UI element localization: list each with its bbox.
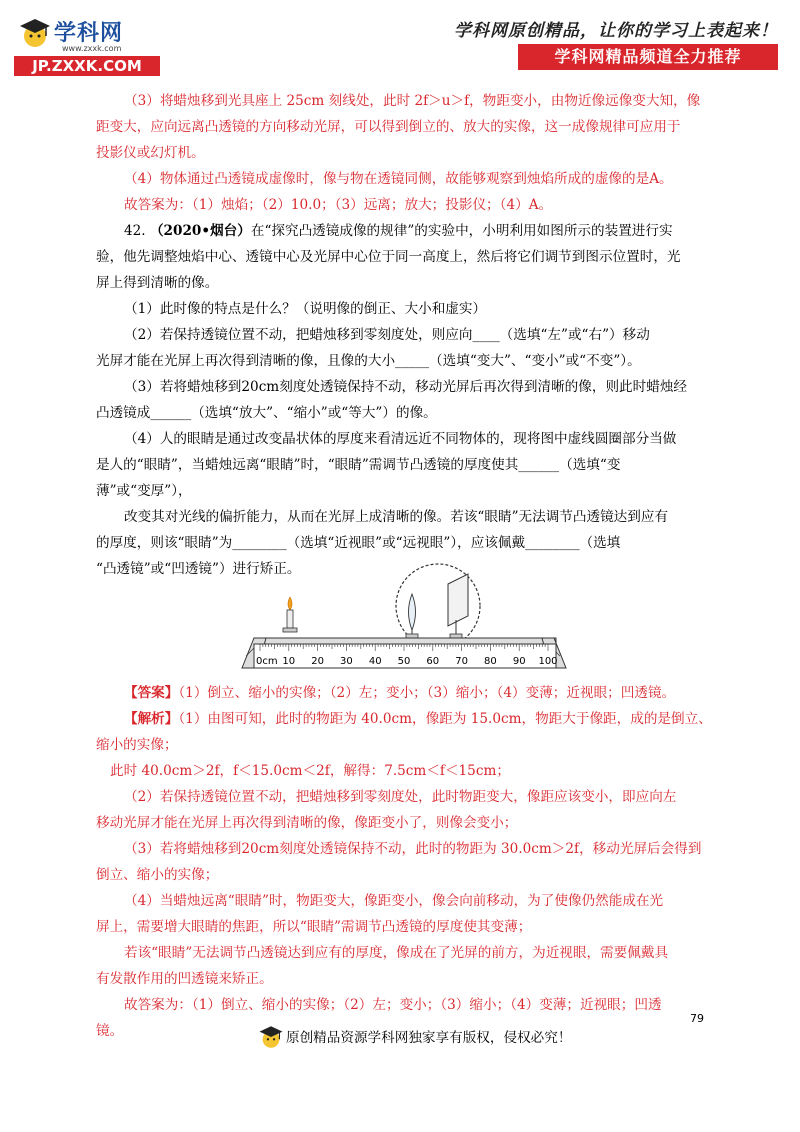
- ruler-label: 50: [397, 656, 411, 667]
- ruler-label: 40: [368, 656, 382, 667]
- answer-text: （1）倒立、缩小的实像；（2）左；变小；（3）缩小；（4）变薄；近视眼；凹透镜。: [178, 685, 676, 701]
- ruler-label: 80: [484, 656, 497, 667]
- logo-text: 学科网: [54, 21, 124, 46]
- copyright-notice: 原创精品资源学科网独家享有版权，侵权必究！: [286, 1030, 572, 1046]
- prev-answer-p4: （4）物体通过凸透镜成虚像时，像与物在透镜同侧，故能够观察到烛焰所成的虚像的是A。: [124, 171, 673, 187]
- ruler-label: 60: [426, 656, 440, 667]
- question-number: 42.: [124, 223, 146, 239]
- prev-answer-p3: （3）将蜡烛移到光具座上 25cm 刻线处，此时 2f＞u＞f，物距变小，由物近像远像变大知，像 距变大，应向远离凸透镜的方向移动光屏，可以得到倒立的、放大的实像，这一成像规律可应用于 投影仪或幻灯机。: [96, 93, 701, 161]
- ruler-label: 0cm: [256, 656, 278, 667]
- question-part-2: （2）若保持透镜位置不动，把蜡烛移到零刻度处，则应向____（选填“左”或“右”）移动 光屏才能在光屏上再次得到清晰的像，且像的大小_____（选填“变大”、“变小”或“不变”）。: [96, 327, 650, 369]
- question-stem: 42. （2020•烟台）在“探究凸透镜成像的规律”的实验中，小明利用如图所示的装置进行实 验，他先调整烛焰中心、透镜中心及光屏中心位于同一高度上，然后将它们调节到图示位置时，光 屏上得到清晰的像。: [96, 223, 681, 291]
- candle-icon: [283, 597, 297, 632]
- ruler-label: 20: [311, 656, 324, 667]
- question-part-4-continued: 改变其对光线的偏折能力，从而在光屏上成清晰的像。若该“眼睛”无法调节凸透镜达到应有 的厚度，则该“眼睛”为________（选填“近视眼”或“远视眼”），应该佩戴________（选填 “凸透镜”或“凹透镜”）进行矫正。: [96, 509, 669, 577]
- analysis-tag: 【解析】: [124, 711, 179, 727]
- page-number: 79: [690, 1012, 704, 1025]
- answer-tag: 【答案】: [124, 685, 179, 701]
- header-slogan: 学科网原创精品，让你的学习上表起来！: [454, 21, 778, 41]
- page-header: [0, 0, 800, 80]
- light-screen-icon: [448, 574, 468, 638]
- question-part-4: （4）人的眼睛是通过改变晶状体的厚度来看清远近不同物体的，现将图中虚线圆圈部分当做 是人的“眼睛”，当蜡烛远离“眼睛”时，“眼睛”需调节凸透镜的厚度使其______（选填“变 薄”或“变厚”），: [96, 431, 677, 499]
- ruler-label: 90: [512, 656, 526, 667]
- answer-block: [96, 680, 711, 706]
- ruler-label: 30: [340, 656, 353, 667]
- logo-url: JP.ZXXK.COM: [14, 56, 160, 76]
- analysis-block: 【解析】（1）由图可知，此时的物距为 40.0cm，像距为 15.0cm，物距大于像距，成的是倒立、 缩小的实像； 此时 40.0cm＞2f，f＜15.0cm＜2f，解得：7.5cm＜f＜15cm； （2）若保持透镜位置不动，把蜡烛移到零刻度处，此时物距变大，像距应该变小，即应向左 移动光屏才能在光屏上再次得到清晰的像，像距变小了，则像会变小； （3）若将蜡烛移到20cm刻度处透镜保持不动，此时的物距为 30.0cm＞2f，移动光屏后会得到 倒立、缩小的实像； （4）当蜡烛远离“眼睛”时，物距变大，像距变小，像会向前移动，为了使像仍然能成在光 屏上，需要增大眼睛的焦距，所以“眼睛”需调节凸透镜的厚度使其变薄； 若该“眼睛”无法调节凸透镜达到应有的厚度，像成在了光屏的前方，为近视眼，需要佩戴具 有发散作用的凹透镜来矫正。 故答案为：（1）倒立、缩小的实像；（2）左；变小；（3）缩小；（4）变薄；近视眼；凹透 镜。: [96, 711, 712, 1039]
- zxxk-logo[interactable]: [14, 14, 160, 74]
- graduation-cap-icon: [18, 16, 52, 50]
- header-recommend-banner: 学科网精品频道全力推荐: [518, 44, 778, 70]
- graduation-cap-icon: [258, 1024, 284, 1050]
- convex-lens-icon: [406, 594, 418, 638]
- ruler-label: 70: [455, 656, 468, 667]
- ruler-label: 10: [282, 656, 296, 667]
- logo-url-small: www.zxxk.com: [62, 44, 122, 53]
- optical-bench-figure: [236, 560, 572, 678]
- question-part-1: （1）此时像的特点是什么？（说明像的倒正、大小和虚实）: [124, 301, 487, 317]
- question-part-3: （3）若将蜡烛移到20cm刻度处透镜保持不动，移动光屏后再次得到清晰的像，则此时蜡烛经 凸透镜成______（选填“放大”、“缩小”或“等大”）的像。: [96, 379, 688, 421]
- question-source: （2020•烟台）: [149, 223, 251, 239]
- prev-answer-final: 故答案为：（1）烛焰；（2）10.0；（3）远离；放大；投影仪；（4）A。: [124, 197, 553, 213]
- ruler-label: 100: [538, 656, 558, 667]
